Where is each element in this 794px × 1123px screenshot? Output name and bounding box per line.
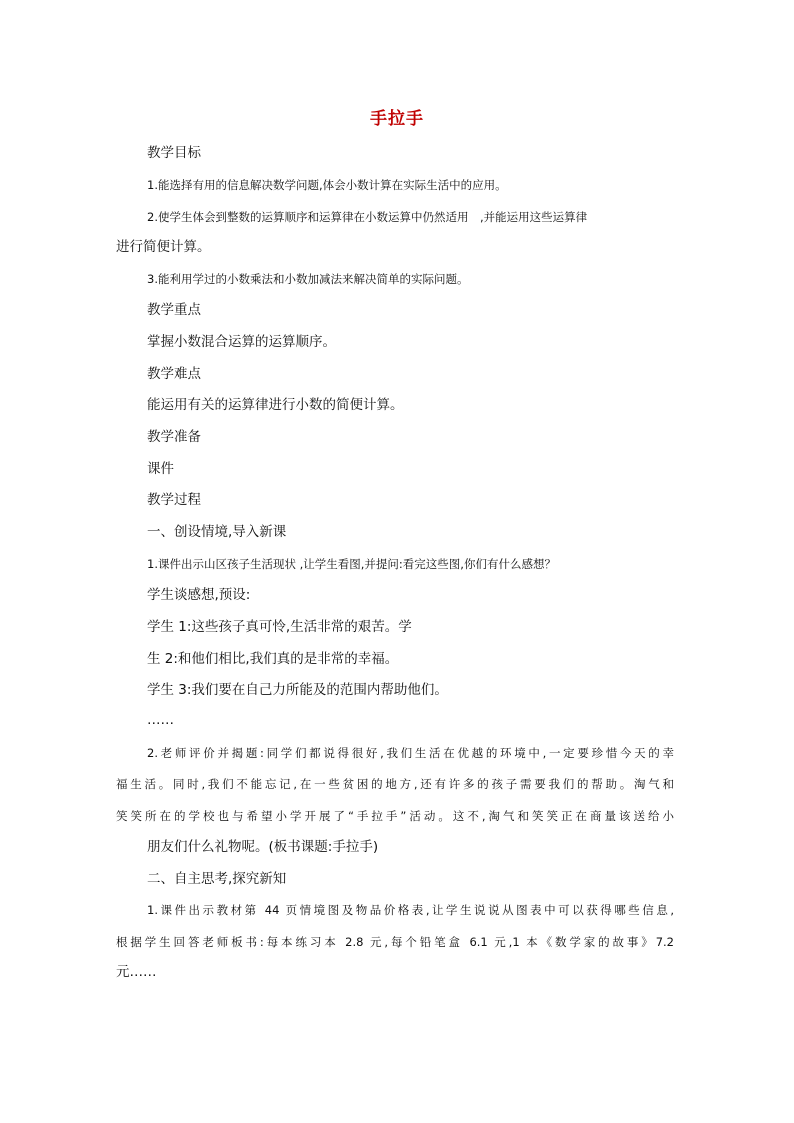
student-response-1: 学生 1:这些孩子真可怜,生活非常的艰苦。学 xyxy=(147,619,412,635)
section-2-item-1-line-2: 根据学生回答老师板书:每本练习本 2.8 元,每个铅笔盒 6.1 元,1 本《数学家的故事》7.2 xyxy=(116,935,674,949)
goal-2-continued: 进行简便计算。 xyxy=(116,239,211,255)
goal-2: 2.使学生体会到整数的运算顺序和运算律在小数运算中仍然适用 ,并能运用这些运算律 xyxy=(147,210,588,224)
student-response-3: 学生 3:我们要在自己力所能及的范围内帮助他们。 xyxy=(147,682,448,698)
ellipsis: …… xyxy=(147,712,174,728)
heading-teaching-goals: 教学目标 xyxy=(147,145,201,161)
section-1-item-1: 1.课件出示山区孩子生活现状 ,让学生看图,并提问:看完这些图,你们有什么感想？ xyxy=(147,557,556,571)
goal-3: 3.能利用学过的小数乘法和小数加减法来解决简单的实际问题。 xyxy=(147,272,469,286)
heading-process: 教学过程 xyxy=(147,492,201,508)
section-1-item-2: 2.老师评价并揭题:同学们都说得很好,我们生活在优越的环境中,一定要珍惜今天的幸 xyxy=(147,746,674,760)
heading-preparation: 教学准备 xyxy=(147,429,201,445)
section-2-item-1: 1.课件出示教材第 44 页情境图及物品价格表,让学生说说从图表中可以获得哪些信息, xyxy=(147,903,674,917)
preparation-text: 课件 xyxy=(147,461,174,477)
section-1-item-2-line-4: 朋友们什么礼物呢。(板书课题:手拉手) xyxy=(147,839,379,855)
section-1-item-2-line-3: 笑笑所在的学校也与希望小学开展了“手拉手”活动。这不,淘气和笑笑正在商量该送给小 xyxy=(116,809,674,823)
goal-1: 1.能选择有用的信息解决数学问题,体会小数计算在实际生活中的应用。 xyxy=(147,178,507,192)
section-1-item-2-line-2: 福生活。同时,我们不能忘记,在一些贫困的地方,还有许多的孩子需要我们的帮助。淘气和 xyxy=(116,777,674,791)
document-title: 手拉手 xyxy=(370,109,424,129)
difficulty-text: 能运用有关的运算律进行小数的简便计算。 xyxy=(147,397,404,413)
heading-difficulties: 教学难点 xyxy=(147,366,201,382)
heading-key-points: 教学重点 xyxy=(147,302,201,318)
student-thoughts-intro: 学生谈感想,预设: xyxy=(147,587,251,603)
section-2-item-1-line-3: 元…… xyxy=(116,964,157,980)
section-2-heading: 二、自主思考,探究新知 xyxy=(147,871,287,887)
key-point-text: 掌握小数混合运算的运算顺序。 xyxy=(147,334,336,350)
student-response-2: 生 2:和他们相比,我们真的是非常的幸福。 xyxy=(147,651,399,667)
section-1-heading: 一、创设情境,导入新课 xyxy=(147,524,287,540)
